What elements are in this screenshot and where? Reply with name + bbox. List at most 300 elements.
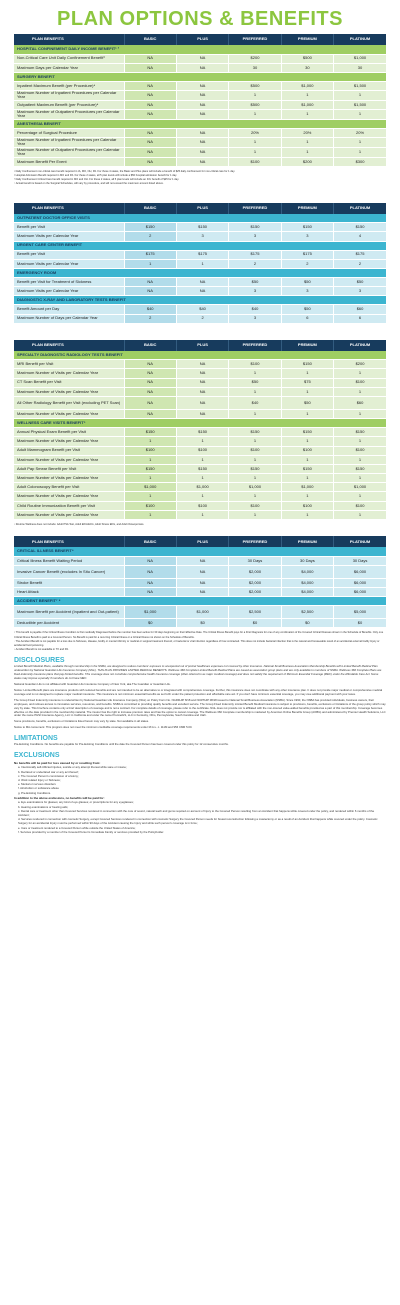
table-row xyxy=(14,510,386,519)
table-row xyxy=(14,437,386,446)
footnote: ⁵ Routine Wellness does not include: Adult PSA Test, Adult EKG/ECG, Adult Stress EKG, and Adult Osteoporosis. xyxy=(14,523,145,526)
table-row xyxy=(14,314,386,323)
benefit-value: NA xyxy=(124,138,176,148)
column-header: PREFERRED xyxy=(229,340,281,351)
benefit-value: 2 xyxy=(124,232,176,241)
column-header: PLATINUM xyxy=(334,34,386,45)
column-header: PREMIUM xyxy=(281,340,333,351)
table-row xyxy=(14,54,386,63)
benefit-label: Maximum Number of Visits per Calendar Year xyxy=(14,455,124,464)
benefit-value: $2,000 xyxy=(229,588,281,597)
disclosures-heading: DISCLOSURES xyxy=(14,657,65,665)
benefit-value: 30 Days xyxy=(281,556,333,565)
benefit-value: 1 xyxy=(124,259,176,268)
section-header-row xyxy=(14,547,386,556)
benefit-value: 30 Days xyxy=(334,556,386,565)
benefit-value: 30 xyxy=(229,63,281,72)
table-row xyxy=(14,565,386,578)
benefit-value: $50 xyxy=(281,396,333,409)
benefit-value: 1 xyxy=(334,369,386,378)
benefit-value: $100 xyxy=(281,446,333,455)
benefit-value: NA xyxy=(124,81,176,90)
benefit-value: 1 xyxy=(229,455,281,464)
disclosure-paragraph: The Group Fixed Indemnity insurance is underwritten by National Guardian Life Insurance Company (NGL) on Policy Form No. NGRFHIP 8/18 and NCRTHIP 08/18 issued to National Small Business Association (NSBA). Since 1990, the NSBA has provided individuals, business owners, their employees, and retirees access to innovative services, resources, and benefits. NSBA is committed to providing quality benefits and excellent service. The Group Fixed Indemnity Limited Benefit Medical Insurance is subject to provisions, benefits, exclusions or limitations of the group policy which may vary by state. This brochure contains only a brief description of coverage and is not a contract. For complete details of coverage, please refer to the certificate. NGL does not provide nor is affiliated with the non-insured value-added benefits provided as a part of this membership. Coverage becomes effective on the date provided in the membership material. The insurer has the right to increase premium rates and has the option to cancel coverage. The Wellness 360 Complete membership is marketed by American Online Benefits Group (AOBG) and administered by Premier Health Solutions, LLC under the name PHSI Insurance Agency, LLC in California and under the name PremierHS, LLC in Kentucky, Ohio, Pennsylvania, South Carolina and Utah. xyxy=(14,697,386,718)
benefit-value: $6,000 xyxy=(334,578,386,587)
benefit-value: $100 xyxy=(281,501,333,510)
section-header-row xyxy=(14,45,386,54)
benefits-table-critical-accident xyxy=(14,536,386,628)
benefit-value: 1 xyxy=(176,474,228,483)
benefit-label: Maximum Number of Outpatient Procedures per Calendar Year xyxy=(14,147,124,157)
table-header-row xyxy=(14,536,386,547)
benefit-value: 1 xyxy=(176,259,228,268)
footnote: ⁷ The Accident Benefit is not payable for a loss due to Sickness, disease, bodily or mental infirmity or medical or surgical treatment thereof, or bacterial or viral infection regardless of how contracted. This does not include bacterial infection that is the natural and foreseeable result of an accidental external bodily Injury or accidental food poisoning. xyxy=(14,639,380,648)
benefit-label: Outpatient Maximum Benefit (per Procedure)⁴ xyxy=(14,100,124,109)
column-header: PLUS xyxy=(176,536,228,547)
benefit-value: 1 xyxy=(229,110,281,120)
column-header: PLAN BENEFITS xyxy=(14,34,124,45)
section-header: ACCIDENT BENEFIT⁷ ⁸ xyxy=(14,597,386,606)
table-row xyxy=(14,396,386,409)
benefit-value: $150 xyxy=(334,464,386,473)
footnote: ¹ Daily Confinement non-critical care benefit required in IA, MO, OH, PA. For those 4 states, the Basic and Plus plans will include a benefit of $25 daily confinement for non-critical care for 1 day. xyxy=(14,169,236,173)
benefit-value: NA xyxy=(124,110,176,120)
table-row xyxy=(14,387,386,396)
benefit-value: $1,000 xyxy=(334,54,386,63)
benefit-value: $60 xyxy=(334,305,386,314)
benefit-label: Benefit Amount per Day xyxy=(14,305,124,314)
column-header: PLUS xyxy=(176,340,228,351)
footnote: ⁸ Accident Benefit is not available in TX and PA. xyxy=(14,648,69,652)
benefit-value: 3 xyxy=(176,232,228,241)
benefit-value: $0 xyxy=(176,619,228,628)
benefit-value: $150 xyxy=(176,464,228,473)
footnotes-hospital xyxy=(14,170,386,187)
benefit-label: Maximum Number of Visits per Calendar Year xyxy=(14,437,124,446)
exclusions-intro-2: In addition to the above exclusions, no benefits will be paid for: xyxy=(14,795,105,800)
benefit-value: $1,000 xyxy=(124,606,176,619)
exclusion-item: a. Intentionally self-inflicted injuries, suicide or any attempt thereat while sane or insane; xyxy=(18,765,127,770)
table-row xyxy=(14,157,386,166)
benefit-value: 1 xyxy=(281,474,333,483)
benefit-value: $1,000 xyxy=(281,81,333,90)
benefit-value: $150 xyxy=(281,223,333,232)
benefit-value: 1 xyxy=(229,474,281,483)
benefit-value: 1 xyxy=(229,147,281,157)
benefit-label: Deductible per Accident xyxy=(14,619,124,628)
benefit-value: 1 xyxy=(229,510,281,519)
benefit-value: 1 xyxy=(334,455,386,464)
table-row xyxy=(14,81,386,90)
benefit-value: NA xyxy=(176,54,228,63)
exclusion-item: f. Alcoholism or substance abuse xyxy=(18,786,59,791)
benefit-value: 1 xyxy=(229,138,281,148)
benefit-value: 1 xyxy=(229,387,281,396)
benefit-label: All Other Radiology Benefit per Visit (excluding PET Scan) xyxy=(14,396,124,409)
exclusions-intro-1: No benefits will be paid for loss caused by or resulting from: xyxy=(14,761,101,766)
benefit-label: Percentage of Surgical Procedure xyxy=(14,128,124,137)
table-row xyxy=(14,110,386,120)
benefit-value: 20% xyxy=(334,128,386,137)
benefit-value: 2 xyxy=(334,259,386,268)
benefit-value: 1 xyxy=(281,147,333,157)
benefit-label: Benefit per Visit xyxy=(14,223,124,232)
benefit-label: Adult Mammogram Benefit per Visit xyxy=(14,446,124,455)
benefit-value: $1,500 xyxy=(334,100,386,109)
exclusion-item: f. Services provided by a member of the Covered Person's Immediate Family or services provided by the Policyholder. xyxy=(18,829,165,834)
exclusion-item: e. Care or treatment rendered to a Covered Person while outside the United States of America; xyxy=(18,825,136,830)
benefit-label: Annual Physical Exam Benefit per Visit xyxy=(14,428,124,437)
benefit-value: $4,000 xyxy=(281,588,333,597)
benefits-table-outpatient xyxy=(14,203,386,324)
benefit-value: $75 xyxy=(281,378,333,387)
benefit-label: Maximum Visits per Calendar Year xyxy=(14,232,124,241)
exclusion-item: b. Declared or undeclared war or any act thereof; xyxy=(18,769,79,774)
disclosure-paragraph: Some provisions, benefits, exclusions or limitations listed herein may vary by state. Not available in all states. xyxy=(14,719,149,724)
benefit-value: $1,000 xyxy=(176,483,228,492)
benefit-value: 1 xyxy=(176,510,228,519)
benefit-label: Inpatient Maximum Benefit (per Procedure)⁴ xyxy=(14,81,124,90)
table-row xyxy=(14,250,386,259)
benefit-value: $60 xyxy=(334,396,386,409)
table-row xyxy=(14,501,386,510)
benefit-value: 30 xyxy=(334,63,386,72)
benefit-value: 1 xyxy=(124,455,176,464)
benefit-value: $40 xyxy=(176,305,228,314)
column-header: PLUS xyxy=(176,34,228,45)
exclusion-item: e. Mental or nervous disorders xyxy=(18,782,56,787)
benefit-value: $150 xyxy=(229,428,281,437)
benefit-value: $40 xyxy=(229,305,281,314)
exclusion-item: c. The Covered Person's commission of a felony; xyxy=(18,773,79,778)
benefit-value: $50 xyxy=(229,378,281,387)
limitations-text: Pre-Existing Conditions. No benefits are payable for Pre-Existing Conditions until the date the Covered Person has been covered under this policy for 12 consecutive months. xyxy=(14,742,229,747)
benefit-value: $100 xyxy=(334,501,386,510)
benefit-value: 1 xyxy=(334,409,386,418)
benefit-value: NA xyxy=(124,287,176,296)
benefit-value: 20% xyxy=(229,128,281,137)
section-header-row xyxy=(14,296,386,305)
exclusion-item: g. Pre-Existing Conditions. xyxy=(18,790,51,795)
section-header-row xyxy=(14,214,386,223)
benefit-value: 1 xyxy=(281,437,333,446)
benefit-value: $175 xyxy=(124,250,176,259)
benefit-value: $150 xyxy=(124,223,176,232)
benefit-value: NA xyxy=(176,556,228,565)
benefit-value: NA xyxy=(124,565,176,578)
table-row xyxy=(14,369,386,378)
benefit-value: $2,500 xyxy=(281,606,333,619)
benefits-table-hospital xyxy=(14,34,386,167)
benefit-value: $100 xyxy=(334,446,386,455)
column-header: PREMIUM xyxy=(281,34,333,45)
benefit-label: Maximum Number of Inpatient Procedures per Calendar Year xyxy=(14,91,124,101)
table-header-row xyxy=(14,34,386,45)
benefit-value: $4,000 xyxy=(281,578,333,587)
column-header: PLUS xyxy=(176,203,228,214)
benefit-value: $50 xyxy=(229,277,281,286)
footnote: ³ Daily Confinement Critical Care benefit required in MO and OH. For these 2 states, all 5 plan levels will include an ICU benefit of $25 for 1 day. xyxy=(14,178,180,182)
benefit-value: $50 xyxy=(281,277,333,286)
benefit-value: $300 xyxy=(334,157,386,166)
benefit-value: 1 xyxy=(334,91,386,101)
benefit-value: 3 xyxy=(229,287,281,296)
column-header: BASIC xyxy=(124,203,176,214)
benefit-value: NA xyxy=(124,578,176,587)
benefit-value: NA xyxy=(176,277,228,286)
benefit-value: 2 xyxy=(176,314,228,323)
benefit-value: $150 xyxy=(334,223,386,232)
benefit-value: $100 xyxy=(176,446,228,455)
benefit-value: $40 xyxy=(229,396,281,409)
benefit-value: NA xyxy=(176,287,228,296)
exclusion-item: d. Services rendered in connection with cosmetic Surgery, except Covered Services rendered in connection with cosmetic Surgery the Covered Person needs for breast reconstruction following a mastectomy or as a result of an Accident that happens while covered under the policy. Cosmetic Surgery for an accidental Injury must be performed within 90 days of the Accident causing the Injury and while such person's coverage is in force; xyxy=(18,817,378,826)
benefit-value: NA xyxy=(124,369,176,378)
benefit-value: $1,000 xyxy=(281,100,333,109)
benefit-value: $200 xyxy=(229,54,281,63)
table-row xyxy=(14,409,386,418)
benefit-value: NA xyxy=(124,588,176,597)
column-header: PLAN BENEFITS xyxy=(14,203,124,214)
table-row xyxy=(14,474,386,483)
benefit-value: $100 xyxy=(229,501,281,510)
benefit-label: Maximum Visits per Calendar Year xyxy=(14,259,124,268)
section-header: EMERGENCY ROOM xyxy=(14,268,386,277)
benefit-value: NA xyxy=(176,147,228,157)
section-header-row xyxy=(14,351,386,360)
section-header: URGENT CARE CENTER BENEFIT xyxy=(14,241,386,250)
table-header-row xyxy=(14,340,386,351)
benefit-value: $1,000 xyxy=(176,606,228,619)
exclusions-heading: EXCLUSIONS xyxy=(14,752,60,760)
benefit-value: 1 xyxy=(124,437,176,446)
benefit-value: 1 xyxy=(124,510,176,519)
column-header: BASIC xyxy=(124,34,176,45)
benefit-label: Adult Colonoscopy Benefit per Visit xyxy=(14,483,124,492)
benefit-value: $150 xyxy=(334,428,386,437)
disclosure-paragraph: National Guardian Life is not affiliated with Guardian Life Insurance Company of New York, aka The Guardian or Guardian Life. xyxy=(14,682,171,687)
benefit-value: NA xyxy=(176,157,228,166)
benefit-value: NA xyxy=(176,378,228,387)
benefit-value: $0 xyxy=(124,619,176,628)
benefit-value: $0 xyxy=(281,619,333,628)
benefit-value: 1 xyxy=(124,474,176,483)
benefit-value: NA xyxy=(176,409,228,418)
benefit-value: 1 xyxy=(176,492,228,501)
table-row xyxy=(14,464,386,473)
benefit-value: NA xyxy=(124,277,176,286)
benefit-value: $175 xyxy=(281,250,333,259)
table-row xyxy=(14,138,386,148)
benefit-value: NA xyxy=(176,369,228,378)
benefit-value: $100 xyxy=(176,501,228,510)
benefit-value: $500 xyxy=(281,54,333,63)
column-header: PLATINUM xyxy=(334,340,386,351)
benefit-value: 1 xyxy=(334,474,386,483)
benefit-label: Stroke Benefit xyxy=(14,578,124,587)
benefit-value: NA xyxy=(124,54,176,63)
benefit-value: NA xyxy=(124,396,176,409)
column-header: PREFERRED xyxy=(229,203,281,214)
benefit-value: $150 xyxy=(229,464,281,473)
benefit-label: Maximum Number of Days per Calendar Year xyxy=(14,314,124,323)
benefit-label: Maximum Days per Calendar Year xyxy=(14,63,124,72)
section-header: SPECIALTY DIAGNOSTIC RADIOLOGY TESTS BENEFIT xyxy=(14,351,386,360)
benefit-value: NA xyxy=(176,387,228,396)
benefit-value: NA xyxy=(124,378,176,387)
table-row xyxy=(14,360,386,369)
section-header: WELLNESS CARE VISITS BENEFIT⁵ xyxy=(14,419,386,428)
benefit-value: 6 xyxy=(281,314,333,323)
benefit-value: $150 xyxy=(124,428,176,437)
section-header: ANESTHESIA BENEFIT xyxy=(14,119,386,128)
benefit-value: 4 xyxy=(334,232,386,241)
benefit-label: Benefit per Visit xyxy=(14,250,124,259)
column-header: PLATINUM xyxy=(334,536,386,547)
benefit-value: 1 xyxy=(281,510,333,519)
benefit-value: NA xyxy=(176,100,228,109)
benefit-value: NA xyxy=(124,360,176,369)
benefit-value: $100 xyxy=(229,360,281,369)
disclosure-paragraph: Limited Benefit Medical Plans, available through membership in the NSBA, are designed to reduce members' exposure to unexpected out of pocket healthcare expenses not covered by other insurance. National Small Business Association Membership Benefits with Limited Benefit Medical Plan underwritten by National Guardian Life Insurance Company (NGL). THIS PLAN PROVIDES LIMITED MEDICAL BENEFITS. Wellness 360 Complete Limited Benefit Medical Plans are issued as association group plans and are only available to members of NSBA. Wellness 360 Complete Plans are fixed-indemnity insurance plans that pay limited benefits. This coverage does not constitute comprehensive health insurance coverage (often referred to as major medical coverage) and does not satisfy the requirement of Minimum Essential Coverage (MEC) under the Affordable Care Act. Some states may impose a penalty if members do not have MEC. xyxy=(14,664,382,681)
disclosures-list xyxy=(14,665,386,730)
benefit-value: NA xyxy=(124,157,176,166)
benefit-value: $2,500 xyxy=(229,606,281,619)
benefit-value: NA xyxy=(176,128,228,137)
benefit-value: $6,000 xyxy=(334,588,386,597)
footnote: ² Hospital Admission Benefit required in MO and PA. For these 2 states, all 5 plan levels will include a $50 hospital admission benefit for 1 day. xyxy=(14,174,177,178)
section-header: CRITICAL ILLNESS BENEFIT⁶ xyxy=(14,547,386,556)
benefit-label: Maximum Number of Visits per Calendar Year xyxy=(14,510,124,519)
benefit-value: $150 xyxy=(281,464,333,473)
table-row xyxy=(14,91,386,101)
benefit-value: $5,000 xyxy=(334,606,386,619)
benefit-label: Maximum Number of Visits per Calendar Year xyxy=(14,492,124,501)
benefit-label: MRI Benefit per Visit xyxy=(14,360,124,369)
column-header: PREMIUM xyxy=(281,536,333,547)
table-row xyxy=(14,232,386,241)
benefit-value: $150 xyxy=(176,223,228,232)
benefit-value: NA xyxy=(176,588,228,597)
benefit-label: Maximum Number of Visits per Calendar Year xyxy=(14,369,124,378)
benefit-value: NA xyxy=(176,396,228,409)
benefit-value: NA xyxy=(176,110,228,120)
exclusions-list-1 xyxy=(14,765,386,794)
table-row xyxy=(14,63,386,72)
table-row xyxy=(14,455,386,464)
benefit-value: NA xyxy=(124,387,176,396)
table-row xyxy=(14,606,386,619)
benefit-value: 1 xyxy=(229,91,281,101)
benefit-value: NA xyxy=(176,81,228,90)
benefit-value: $0 xyxy=(229,619,281,628)
exclusions-list-2 xyxy=(14,800,386,834)
benefit-value: 1 xyxy=(176,455,228,464)
section-header-row xyxy=(14,419,386,428)
benefit-value: 1 xyxy=(229,369,281,378)
benefit-value: $0 xyxy=(334,619,386,628)
benefit-value: NA xyxy=(176,138,228,148)
benefit-value: 1 xyxy=(334,510,386,519)
benefit-value: 2 xyxy=(281,259,333,268)
section-header-row xyxy=(14,72,386,81)
benefit-value: $1,000 xyxy=(334,483,386,492)
footnotes-critical-accident xyxy=(14,631,386,652)
benefit-value: 1 xyxy=(229,409,281,418)
disclosure-paragraph: Notice: Limited Benefit plans are insurance products with reduced benefits and are not intended to be an alternative to or integrated with comprehensive coverage. Further, this insurance does not coordinate with any other insurance plan. It does not provide major medical or comprehensive medical coverage and is not designed to replace major medical insurance. This insurance is not minimum essential benefits as set forth under the patient protection and affordable care act. If you don't have minimum essential coverage, you may owe additional payment with your taxes. xyxy=(14,688,383,696)
benefit-value: $500 xyxy=(229,100,281,109)
benefit-value: 1 xyxy=(281,455,333,464)
benefit-value: $200 xyxy=(334,360,386,369)
benefit-value: $1,000 xyxy=(281,483,333,492)
column-header: PREFERRED xyxy=(229,536,281,547)
benefit-label: Maximum Number of Visits per Calendar Year xyxy=(14,474,124,483)
table-row xyxy=(14,100,386,109)
benefit-value: 30 xyxy=(281,63,333,72)
table-row xyxy=(14,428,386,437)
benefit-label: CT Scan Benefit per Visit xyxy=(14,378,124,387)
exclusion-item: c. Dental care or treatment other than Covered Services rendered in connection with the cure of sound, natural teeth and gums required on account of Injury to the Covered Person resulting from an Accident that happens while covered under the policy, and rendered within 6 months of the Accident; xyxy=(18,808,375,817)
benefit-value: 1 xyxy=(281,91,333,101)
benefit-value: NA xyxy=(176,565,228,578)
benefit-value: $1,500 xyxy=(334,81,386,90)
benefit-value: $150 xyxy=(281,360,333,369)
table-header-row xyxy=(14,203,386,214)
benefit-value: 20% xyxy=(281,128,333,137)
exclusion-item: b. Hearing examinations or hearing aids; xyxy=(18,804,69,809)
table-row xyxy=(14,259,386,268)
benefit-value: 1 xyxy=(334,437,386,446)
table-row xyxy=(14,147,386,157)
benefit-value: NA xyxy=(176,91,228,101)
benefit-value: $40 xyxy=(124,305,176,314)
benefit-value: 3 xyxy=(281,287,333,296)
section-header: SURGERY BENEFIT xyxy=(14,72,386,81)
benefit-value: NA xyxy=(176,578,228,587)
benefit-value: $175 xyxy=(176,250,228,259)
section-header: OUTPATIENT DOCTOR OFFICE VISITS xyxy=(14,214,386,223)
benefit-value: NA xyxy=(124,63,176,72)
section-header-row xyxy=(14,119,386,128)
benefit-value: $1,000 xyxy=(229,483,281,492)
benefit-value: 1 xyxy=(281,138,333,148)
benefit-label: Child Routine Immunization Benefit per Visit xyxy=(14,501,124,510)
section-header: HOSPITAL CONFINEMENT DAILY INCOME BENEFIT¹ ² xyxy=(14,45,386,54)
benefit-value: 1 xyxy=(281,110,333,120)
table-row xyxy=(14,446,386,455)
column-header: PLAN BENEFITS xyxy=(14,340,124,351)
benefit-label: Maximum Number of Visits per Calendar Year xyxy=(14,409,124,418)
benefit-value: $150 xyxy=(281,428,333,437)
benefit-value: $100 xyxy=(229,446,281,455)
footnote: ⁶ This benefit is payable if the Critical Illness Condition is first medically Diagnosed before the member has been active for 30 days beginning on their Effective Date. The Critical Illness Benefit pays for a First Diagnosis for one of any combination of the Covered Critical Illnesses shown in the Schedule of Benefits. Only one Critical Illness Benefit is paid to a Covered Person. No Benefit is paid for a recurring Critical Illness or a Critical Illness not shown on the Schedule of Benefits. xyxy=(14,631,384,639)
benefit-label: Non-Critical Care Unit Daily Confinement Benefit³ xyxy=(14,54,124,63)
benefit-value: 2 xyxy=(229,259,281,268)
table-row xyxy=(14,287,386,296)
benefit-label: Maximum Benefit Per Event xyxy=(14,157,124,166)
table-row xyxy=(14,619,386,628)
benefit-value: 1 xyxy=(334,387,386,396)
table-row xyxy=(14,128,386,137)
benefit-value: NA xyxy=(176,63,228,72)
page-title: PLAN OPTIONS & BENEFITS xyxy=(57,8,343,30)
benefits-table-radiology-wellness xyxy=(14,340,386,520)
benefit-value: 1 xyxy=(229,492,281,501)
exclusion-item: a. Eye examinations for glasses; any kind of eye glasses; or prescriptions for any eyeglasses; xyxy=(18,800,134,805)
column-header: PLATINUM xyxy=(334,203,386,214)
benefit-value: 1 xyxy=(281,409,333,418)
benefit-value: $150 xyxy=(176,428,228,437)
